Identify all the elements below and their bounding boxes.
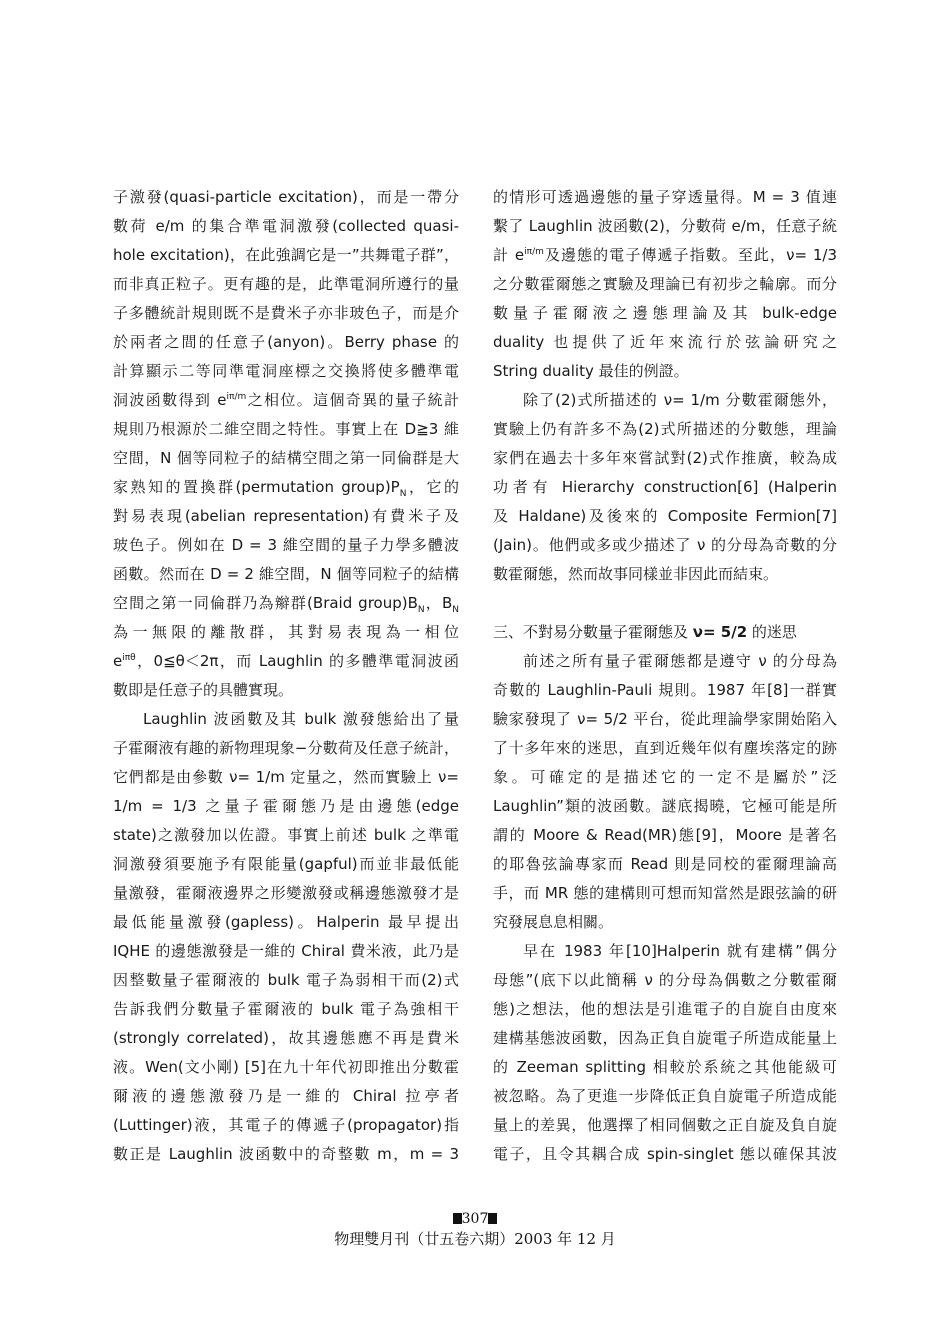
text-line: 謂的 Moore & Read(MR)態[9]，Moore 是著名 xyxy=(493,826,837,844)
text-line xyxy=(113,473,459,502)
text-line: 的 Zeeman splitting 相較於系統之其他能級可 xyxy=(493,1058,837,1076)
text-line: 及 Haldane)及後來的 Composite Fermion[7] xyxy=(493,507,837,525)
text-line xyxy=(493,241,837,270)
text-line: 驗家發現了 ν= 5/2 平台，從此理論學家開始陷入 xyxy=(493,710,837,728)
page-number-mark xyxy=(488,1213,497,1224)
text-line: 液。Wen(文小剛) [5]在九十年代初即推出分數霍 xyxy=(113,1058,459,1076)
paragraph-first-line: 前述之所有量子霍爾態都是遵守 ν 的分母為 xyxy=(523,652,837,670)
text-line: 手，而 MR 態的建構則可想而知當然是跟弦論的研 xyxy=(493,884,837,902)
paragraph-first-line: 早在 1983 年[10]Halperin 就有建構”偶分 xyxy=(523,942,837,960)
text-line: 功者有 Hierarchy construction[6] (Halperin xyxy=(493,478,837,496)
subscript: N xyxy=(417,605,425,615)
text-line xyxy=(113,386,459,415)
text-line: 的耶魯弦論專家而 Read 則是同校的霍爾理論高 xyxy=(493,855,837,873)
text-line: 量激發，霍爾液邊界之形變激發或稱邊態激發才是 xyxy=(113,884,459,902)
text-line: 爾液的邊態激發乃是一維的 Chiral 拉亭者 xyxy=(113,1087,459,1105)
text-line: 家們在過去十多年來嘗試對(2)式作推廣，較為成 xyxy=(493,449,837,467)
text-line: 洞激發須要施予有限能量(gapful)而並非最低能 xyxy=(113,855,459,873)
heading-bold: ν= 5/2 xyxy=(692,623,748,641)
text-run: 空間之第一同倫群乃為辮群(Braid group)B xyxy=(113,594,418,612)
right-column xyxy=(493,183,837,1169)
text-line: (Luttinger)液，其電子的傳遞子(propagator)指 xyxy=(113,1116,459,1134)
text-line: 建構基態波函數，因為正負自旋電子所造成能量上 xyxy=(493,1029,837,1047)
text-line: 子霍爾液有趣的新物理現象−分數荷及任意子統計， xyxy=(113,739,459,757)
text-line: 奇數的 Laughlin-Pauli 規則。1987 年[8]一群實 xyxy=(493,681,837,699)
text-line: 子激發(quasi-particle excitation)，而是一帶分 xyxy=(113,188,459,206)
left-column xyxy=(113,183,459,1169)
text-line: Laughlin”類的波函數。謎底揭曉，它極可能是所 xyxy=(493,797,837,815)
text-line: 而非真正粒子。更有趣的是，此準電洞所遵行的量 xyxy=(113,275,459,293)
text-line: 函數。然而在 D = 2 維空間，N 個等同粒子的結構 xyxy=(113,565,459,583)
superscript: iπ/m xyxy=(226,392,247,402)
text-line: 子多體統計規則既不是費米子亦非玻色子，而是介 xyxy=(113,304,459,322)
text-line: 1/m = 1/3 之量子霍爾態乃是由邊態(edge xyxy=(113,797,459,815)
text-line: 象。可確定的是描述它的一定不是屬於”泛 xyxy=(493,768,837,786)
text-line: 之分數霍爾態之實驗及理論已有初步之輪廓。而分 xyxy=(493,275,837,293)
section-heading xyxy=(493,618,837,647)
text-run: 洞波函數得到 e xyxy=(113,391,227,409)
section-gap xyxy=(493,589,837,618)
text-line: 態)之想法，他的想法是引進電子的自旋自由度來 xyxy=(493,1000,837,1018)
text-run: ，它的 xyxy=(406,478,459,496)
superscript: iπ/m xyxy=(524,247,544,257)
text-run: 之相位。這個奇異的量子統計 xyxy=(246,391,459,409)
text-line: 母態”(底下以此簡稱 ν 的分母為偶數之分數霍爾 xyxy=(493,971,837,989)
text-run: e xyxy=(113,652,123,670)
text-line xyxy=(113,589,459,618)
text-line: String duality 最佳的例證。 xyxy=(493,362,689,380)
text-run: ，0≦θ＜2π，而 Laughlin 的多體準電洞波函 xyxy=(135,652,459,670)
heading-text: 三、不對易分數量子霍爾態及 xyxy=(493,623,693,641)
text-line: 數即是任意子的具體實現。 xyxy=(113,681,294,699)
subscript: N xyxy=(452,605,459,615)
text-line: 它們都是由參數 ν= 1/m 定量之，然而實驗上 ν= xyxy=(113,768,459,786)
text-line: 規則乃根源於二維空間之特性。事實上在 D≧3 維 xyxy=(113,420,459,438)
text-run: 家熟知的置換群(permutation group)P xyxy=(113,478,400,496)
text-line: 於兩者之間的任意子(anyon)。Berry phase 的 xyxy=(113,333,459,351)
text-line: 數量子霍爾液之邊態理論及其 bulk-edge xyxy=(493,304,837,322)
text-line: 計算顯示二等同準電洞座標之交換將使多體準電 xyxy=(113,362,459,380)
text-line: 為一無限的離散群，其對易表現為一相位 xyxy=(113,623,459,641)
text-line: 告訴我們分數量子霍爾液的 bulk 電子為強相干 xyxy=(113,1000,459,1018)
text-run: ，B xyxy=(424,594,453,612)
text-line xyxy=(113,647,459,676)
paragraph-first-line: 除了(2)式所描述的 ν= 1/m 分數霍爾態外， xyxy=(523,391,837,409)
page-number-mark xyxy=(453,1213,462,1224)
superscript: iπθ xyxy=(122,653,136,663)
text-line: 空間，N 個等同粒子的結構空間之第一同倫群是大 xyxy=(113,449,459,467)
text-line: 最低能量激發(gapless)。Halperin 最早提出 xyxy=(113,913,459,931)
text-line: 電子，且令其耦合成 spin-singlet 態以確保其波 xyxy=(493,1145,837,1163)
page-number-text: 307 xyxy=(461,1211,489,1227)
paragraph-first-line: Laughlin 波函數及其 bulk 激發態給出了量 xyxy=(143,710,459,728)
text-line: 了十多年來的迷思，直到近幾年似有塵埃落定的跡 xyxy=(493,739,837,757)
page-number xyxy=(0,1210,950,1228)
text-run: 及邊態的電子傳遞子指數。至此，ν= 1/3 xyxy=(543,246,838,264)
text-line: 對易表現(abelian representation)有費米子及 xyxy=(113,507,459,525)
text-line: 數正是 Laughlin 波函數中的奇整數 m，m = 3 xyxy=(113,1145,459,1163)
text-line: 量上的差異，他選擇了相同個數之正自旋及負自旋 xyxy=(493,1116,837,1134)
heading-text: 的迷思 xyxy=(747,623,797,641)
text-line: (Jain)。他們或多或少描述了 ν 的分母為奇數的分 xyxy=(493,536,837,554)
text-run: 計 e xyxy=(493,246,525,264)
text-line: 被忽略。為了更進一步降低正負自旋電子所造成能 xyxy=(493,1087,837,1105)
text-line: (strongly correlated)，故其邊態應不再是費米 xyxy=(113,1029,459,1047)
text-line: 究發展息息相關。 xyxy=(493,913,614,931)
text-line: 數荷 e/m 的集合準電洞激發(collected quasi- xyxy=(113,217,459,235)
text-line: 實驗上仍有許多不為(2)式所描述的分數態，理論 xyxy=(493,420,837,438)
text-line: 因整數量子霍爾液的 bulk 電子為弱相干而(2)式 xyxy=(113,971,459,989)
text-line: 的情形可透過邊態的量子穿透量得。M = 3 值連 xyxy=(493,188,837,206)
subscript: N xyxy=(399,489,407,499)
text-line: hole excitation)，在此強調它是一”共舞電子群”， xyxy=(113,246,459,264)
text-line: state)之激發加以佐證。事實上前述 bulk 之準電 xyxy=(113,826,459,844)
journal-footer: 物理雙月刊（廿五卷六期）2003 年 12 月 xyxy=(334,1230,616,1248)
text-line: 玻色子。例如在 D = 3 維空間的量子力學多體波 xyxy=(113,536,459,554)
text-line: duality 也提供了近年來流行於弦論研究之 xyxy=(493,333,837,351)
text-line: IQHE 的邊態激發是一維的 Chiral 費米液，此乃是 xyxy=(113,942,459,960)
text-line: 數霍爾態，然而故事同樣並非因此而結束。 xyxy=(493,565,779,583)
text-line: 繫了 Laughlin 波函數(2)，分數荷 e/m，任意子統 xyxy=(493,217,837,235)
